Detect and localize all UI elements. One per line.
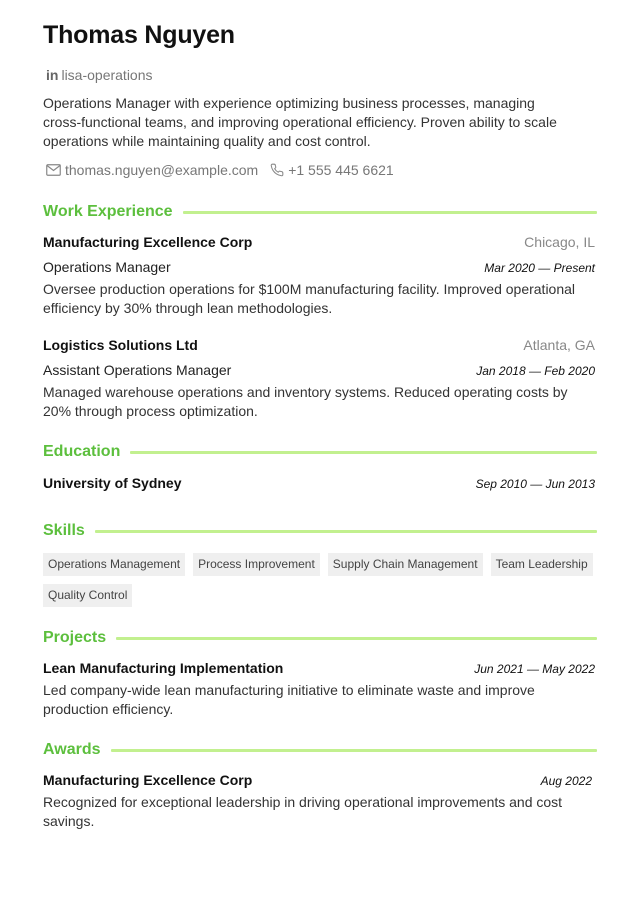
email-link[interactable] [46, 162, 258, 178]
company-name: Logistics Solutions Ltd [43, 337, 198, 353]
job-description: Managed warehouse operations and inventory systems. Reduced operating costs by 20% through process optimization. [43, 384, 568, 419]
work-item-header [43, 337, 595, 353]
award-date: Aug 2022 [540, 774, 592, 788]
section-divider [183, 211, 597, 214]
skill-chip: Operations Management [43, 553, 185, 576]
email-address: thomas.nguyen@example.com [65, 162, 259, 178]
candidate-name: Thomas Nguyen [43, 21, 235, 49]
award-name: Manufacturing Excellence Corp [43, 772, 253, 788]
section-divider [116, 637, 597, 640]
job-title: Operations Manager [43, 259, 171, 275]
phone-icon [270, 163, 284, 177]
professional-summary: Operations Manager with experience optimizing business processes, managing cross-functional teams, and improving operational efficiency. Proven ability to scale operations while maintaining quality and cost control. [43, 95, 557, 149]
award-item-header [43, 772, 595, 788]
award-description: Recognized for exceptional leadership in driving operational improvements and cost savings. [43, 794, 563, 829]
skill-chip: Process Improvement [193, 553, 320, 576]
section-title: Work Experience [43, 203, 173, 220]
contact-info [46, 162, 394, 178]
job-location: Chicago, IL [524, 234, 595, 250]
skill-chip: Supply Chain Management [328, 553, 483, 576]
project-description: Led company-wide lean manufacturing initiative to eliminate waste and improve production efficiency. [43, 682, 535, 717]
linkedin-icon: in [46, 67, 59, 83]
skill-chip: Quality Control [43, 584, 132, 607]
job-dates: Jan 2018 — Feb 2020 [476, 364, 595, 378]
work-item-subheader [43, 259, 595, 275]
section-title: Education [43, 443, 121, 460]
job-title: Assistant Operations Manager [43, 362, 232, 378]
section-work-experience [43, 203, 597, 221]
job-description: Oversee production operations for $100M manufacturing facility. Improved operational efficiency by 30% through lean methodologies. [43, 281, 576, 316]
section-title: Projects [43, 629, 107, 646]
phone-number: +1 555 445 6621 [288, 162, 394, 178]
company-name: Manufacturing Excellence Corp [43, 234, 253, 250]
section-divider [130, 451, 597, 454]
section-projects [43, 629, 597, 647]
project-item-header [43, 660, 595, 676]
linkedin-link[interactable] [46, 67, 153, 83]
section-title: Skills [43, 522, 85, 539]
school-name: University of Sydney [43, 475, 182, 491]
section-divider [95, 530, 597, 533]
job-dates: Mar 2020 — Present [484, 261, 595, 275]
section-education [43, 443, 597, 461]
mail-icon [46, 164, 61, 176]
education-dates: Sep 2010 — Jun 2013 [475, 477, 595, 491]
project-dates: Jun 2021 — May 2022 [474, 662, 595, 676]
work-item-subheader [43, 362, 595, 378]
linkedin-handle: lisa-operations [61, 67, 153, 83]
job-location: Atlanta, GA [523, 337, 595, 353]
section-divider [111, 749, 597, 752]
skill-chip: Team Leadership [491, 553, 593, 576]
section-skills [43, 522, 597, 540]
phone-link[interactable] [270, 162, 394, 178]
section-awards [43, 741, 597, 759]
section-title: Awards [43, 741, 101, 758]
education-item [43, 475, 595, 491]
project-name: Lean Manufacturing Implementation [43, 660, 284, 676]
skills-list [43, 553, 599, 607]
work-item-header [43, 234, 595, 250]
